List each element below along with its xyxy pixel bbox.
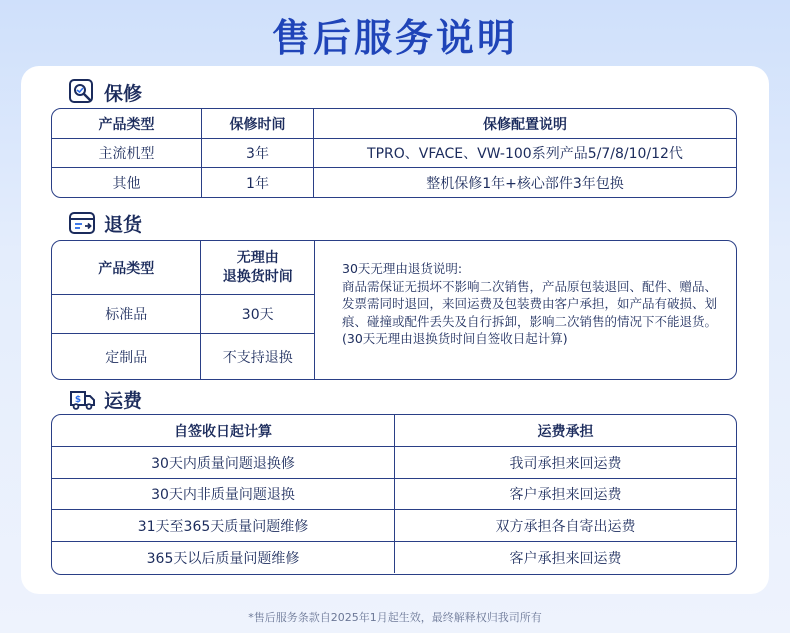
- footer-note: *售后服务条款自2025年1月起生效，最终解释权归我司所有: [248, 611, 542, 624]
- table-row: [52, 479, 736, 510]
- page-title: 售后服务说明: [271, 16, 518, 60]
- column-header: 产品类型: [52, 241, 201, 294]
- column-header: 保修时间: [202, 109, 314, 138]
- return-box-icon: [68, 209, 96, 237]
- table-cell: 365天以后质量问题维修: [52, 542, 395, 573]
- table-header-row: [52, 241, 314, 295]
- table-row: [52, 168, 736, 197]
- table-row: [52, 334, 314, 379]
- table-cell: 30天内质量问题退换修: [52, 447, 395, 478]
- table-cell: 标准品: [52, 295, 201, 333]
- table-row: [52, 295, 314, 334]
- table-cell: 其他: [52, 168, 202, 197]
- column-header: 运费承担: [537, 423, 594, 440]
- table-cell: 整机保修1年+核心部件3年包换: [426, 175, 624, 192]
- table-cell: 双方承担各自寄出运费: [495, 518, 636, 535]
- table-row: [52, 510, 736, 542]
- column-header: 产品类型: [52, 109, 202, 138]
- table-cell: 主流机型: [52, 139, 202, 167]
- column-header: 无理由 退换货时间: [222, 249, 293, 285]
- returns-table: [51, 240, 737, 380]
- table-header-row: [52, 109, 736, 139]
- table-cell: 我司承担来回运费: [509, 455, 622, 472]
- returns-note-body: 商品需保证无损坏不影响二次销售，产品原包装退回、配件、赠品、发票需同时退回，来回运费及包装费由客户承担，如产品有破损、划痕、碰撞或配件丢失及自行拆卸，影响二次销售的情况下不能退货。(30天无理由退换货时间自签收日起计算): [342, 278, 718, 346]
- shipping-heading-label: 运费: [104, 389, 143, 412]
- table-cell: 客户承担来回运费: [509, 550, 622, 567]
- table-cell: 客户承担来回运费: [509, 487, 622, 503]
- table-row: [52, 447, 736, 479]
- table-cell: 1年: [202, 168, 314, 197]
- table-cell: 31天至365天质量问题维修: [52, 510, 395, 541]
- table-cell: 30天: [241, 307, 274, 323]
- table-header-row: [52, 415, 736, 447]
- svg-text:$: $: [74, 395, 82, 405]
- warranty-heading: [68, 77, 142, 107]
- returns-note: [315, 241, 736, 379]
- table-row: [52, 542, 736, 573]
- column-header: 保修配置说明: [483, 116, 567, 133]
- returns-heading-label: 退货: [104, 213, 143, 236]
- table-cell: 3年: [202, 139, 314, 167]
- table-cell: 30天内非质量问题退换: [52, 479, 395, 509]
- warranty-table: [51, 108, 737, 198]
- returns-heading: [68, 208, 142, 238]
- column-header: 自签收日起计算: [52, 415, 395, 446]
- warranty-heading-label: 保修: [104, 82, 143, 105]
- shipping-heading: [68, 384, 142, 414]
- table-cell: 不支持退换: [222, 349, 293, 366]
- returns-note-title: 30天无理由退货说明:: [342, 261, 463, 276]
- wrench-search-icon: [68, 78, 96, 106]
- table-cell: TPRO、VFACE、VW-100系列产品5/7/8/10/12代: [367, 146, 683, 162]
- table-cell: 定制品: [52, 334, 201, 379]
- delivery-truck-icon: [68, 385, 96, 413]
- table-row: [52, 139, 736, 168]
- shipping-table: [51, 414, 737, 575]
